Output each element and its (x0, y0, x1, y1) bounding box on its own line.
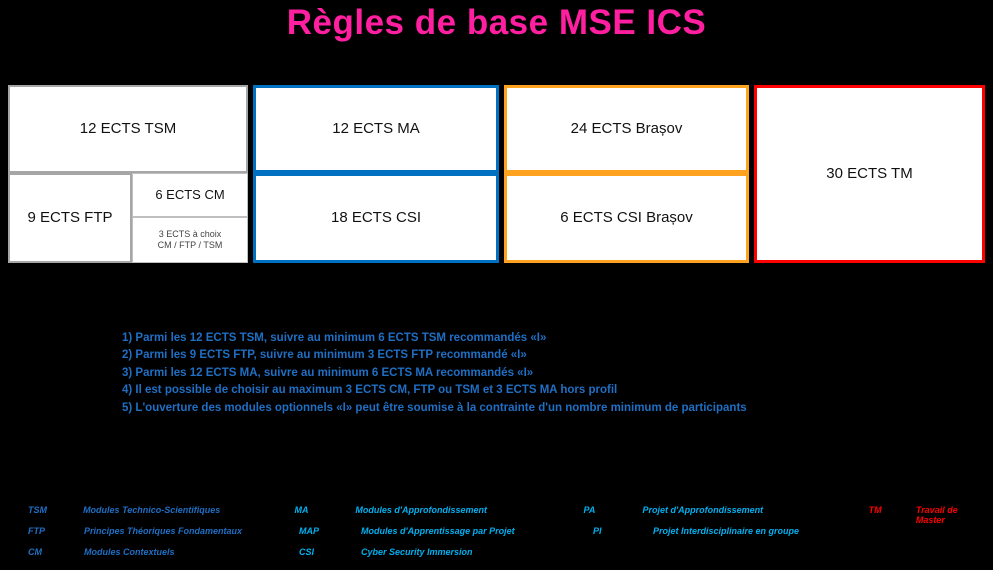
legend-abbr-ma: MA (294, 505, 309, 515)
note-1: 1) Parmi les 12 ECTS TSM, suivre au minimum 6 ECTS TSM recommandés «I» (122, 332, 547, 344)
legend-abbr-pi: PI (593, 526, 602, 536)
block-cm (132, 173, 248, 217)
note-2: 2) Parmi les 9 ECTS FTP, suivre au minimum 3 ECTS FTP recommandé «I» (122, 349, 527, 362)
block-csi-label: 18 ECTS CSI (330, 209, 422, 226)
legend-abbr-tsm: TSM (28, 505, 47, 515)
block-csi-brasov-label: 6 ECTS CSI Brașov (560, 209, 693, 226)
legend-text-pa: Projet d'Approfondissement (642, 505, 764, 515)
block-ma-label: 12 ECTS MA (332, 120, 420, 137)
block-brasov-label: 24 ECTS Brașov (570, 120, 683, 137)
rules-notes (122, 330, 862, 417)
legend-abbr-map: MAP (299, 526, 319, 536)
curriculum-diagram (8, 85, 985, 263)
block-tm-label: 30 ECTS TM (826, 165, 913, 182)
legend-row (28, 547, 988, 568)
block-free-choice (132, 217, 248, 263)
legend-text-ma: Modules d'Approfondissement (355, 505, 488, 515)
note-4: 4) Il est possible de choisir au maximum 3 ECTS CM, FTP ou TSM et 3 ECTS MA hors profil (122, 384, 618, 397)
legend-text-map: Modules d'Apprentissage par Projet (361, 526, 515, 536)
legend (28, 505, 988, 568)
legend-abbr-csi: CSI (299, 547, 315, 557)
block-ma (253, 85, 499, 173)
legend-text-cm: Modules Contextuels (84, 547, 175, 557)
page-title: Règles de base MSE ICS (286, 3, 707, 42)
note-5: 5) L'ouverture des modules optionnels «I» peut être soumise à la contrainte d'un nombre minimum de participants (122, 401, 747, 414)
legend-text-tm: Travail de Master (915, 505, 958, 525)
block-csi (253, 173, 499, 263)
block-tsm (8, 85, 248, 173)
block-csi-brasov (504, 173, 749, 263)
block-tm (754, 85, 985, 263)
block-cm-label: 6 ECTS CM (155, 187, 225, 203)
legend-text-tsm: Modules Technico-Scientifiques (83, 505, 221, 515)
legend-text-pi: Projet Interdisciplinaire en groupe (653, 526, 800, 536)
block-free-choice-label-line1: 3 ECTS à choix (158, 229, 222, 240)
block-free-choice-label-line2: CM / FTP / TSM (157, 240, 223, 250)
legend-abbr-pa: PA (583, 505, 596, 515)
legend-row (28, 526, 988, 547)
block-ftp-label: 9 ECTS FTP (27, 209, 113, 226)
legend-text-csi: Cyber Security Immersion (361, 547, 473, 557)
block-brasov (504, 85, 749, 173)
legend-abbr-cm: CM (28, 547, 42, 557)
legend-text-ftp: Principes Théoriques Fondamentaux (84, 526, 243, 536)
note-3: 3) Parmi les 12 ECTS MA, suivre au minimum 6 ECTS MA recommandés «I» (122, 366, 534, 379)
legend-abbr-ftp: FTP (28, 526, 45, 536)
legend-row (28, 505, 988, 526)
block-ftp (8, 173, 132, 263)
legend-abbr-tm: TM (868, 505, 882, 515)
block-tsm-label: 12 ECTS TSM (79, 120, 177, 137)
